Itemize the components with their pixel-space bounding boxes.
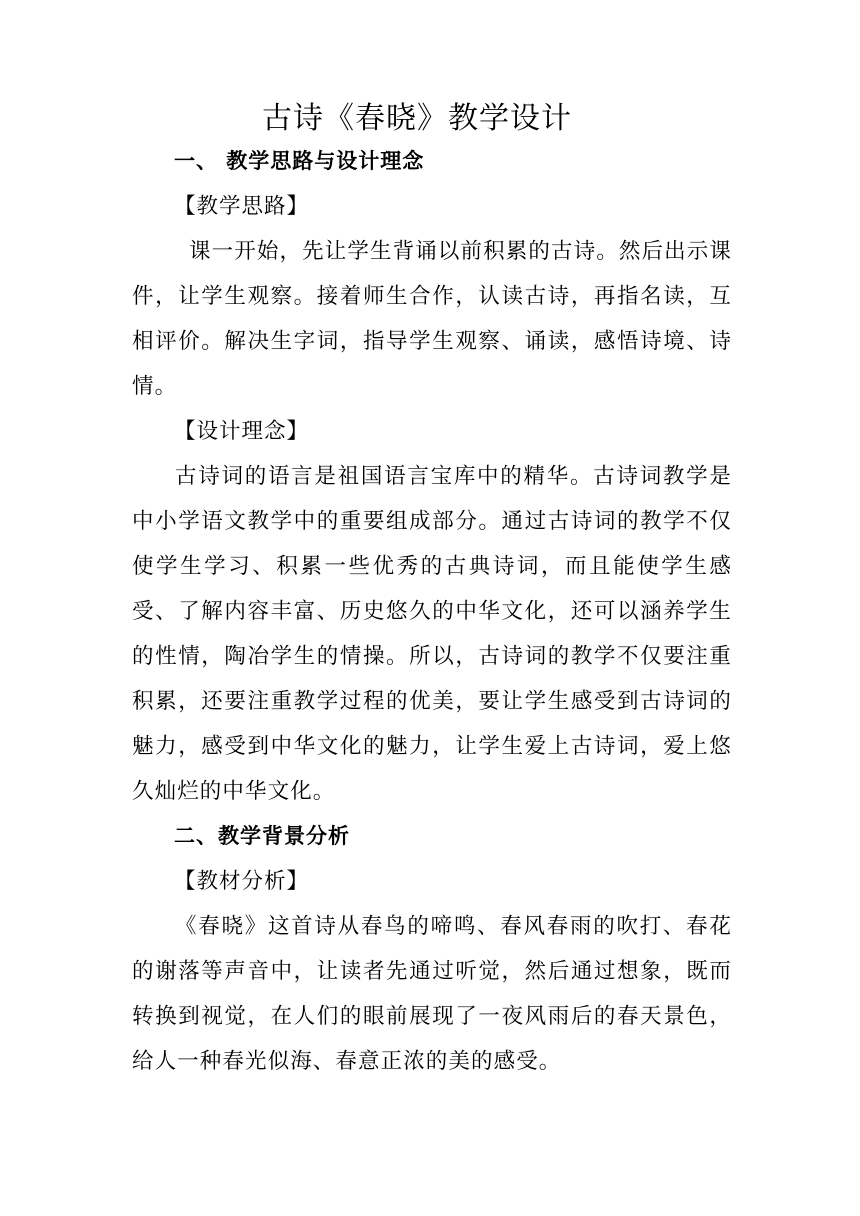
document-body xyxy=(132,139,732,1084)
section-heading-2: 二、教学背景分析 xyxy=(174,824,350,848)
section-heading-1: 一、 教学思路与设计理念 xyxy=(174,149,425,173)
subheading-design-concept: 【设计理念】 xyxy=(174,419,310,444)
subheading-textbook-analysis: 【教材分析】 xyxy=(174,869,310,894)
paragraph-design-concept: 古诗词的语言是祖国语言宝库中的精华。古诗词教学是中小学语文教学中的重要组成部分。通过古诗词的教学不仅使学生学习、积累一些优秀的古典诗词，而且能使学生感受、了解内容丰富、历史悠久的中华文化，还可以涵养学生的性情，陶冶学生的情操。所以，古诗词的教学不仅要注重积累，还要注重教学过程的优美，要让学生感受到古诗词的魅力，感受到中华文化的魅力，让学生爱上古诗词，爱上悠久灿烂的中华文化。 xyxy=(132,464,732,804)
document-title: 古诗《春晓》教学设计 xyxy=(262,101,572,136)
paragraph-textbook-analysis: 《春晓》这首诗从春鸟的啼鸣、春风春雨的吹打、春花的谢落等声音中，让读者先通过听觉，然后通过想象，既而转换到视觉，在人们的眼前展现了一夜风雨后的春天景色，给人一种春光似海、春意正浓的美的感受。 xyxy=(132,914,732,1074)
paragraph-teaching-approach: 课一开始，先让学生背诵以前积累的古诗。然后出示课件，让学生观察。接着师生合作，认读古诗，再指名读，互相评价。解决生字词，指导学生观察、诵读，感悟诗境、诗情。 xyxy=(132,239,732,399)
subheading-teaching-approach: 【教学思路】 xyxy=(174,194,310,219)
